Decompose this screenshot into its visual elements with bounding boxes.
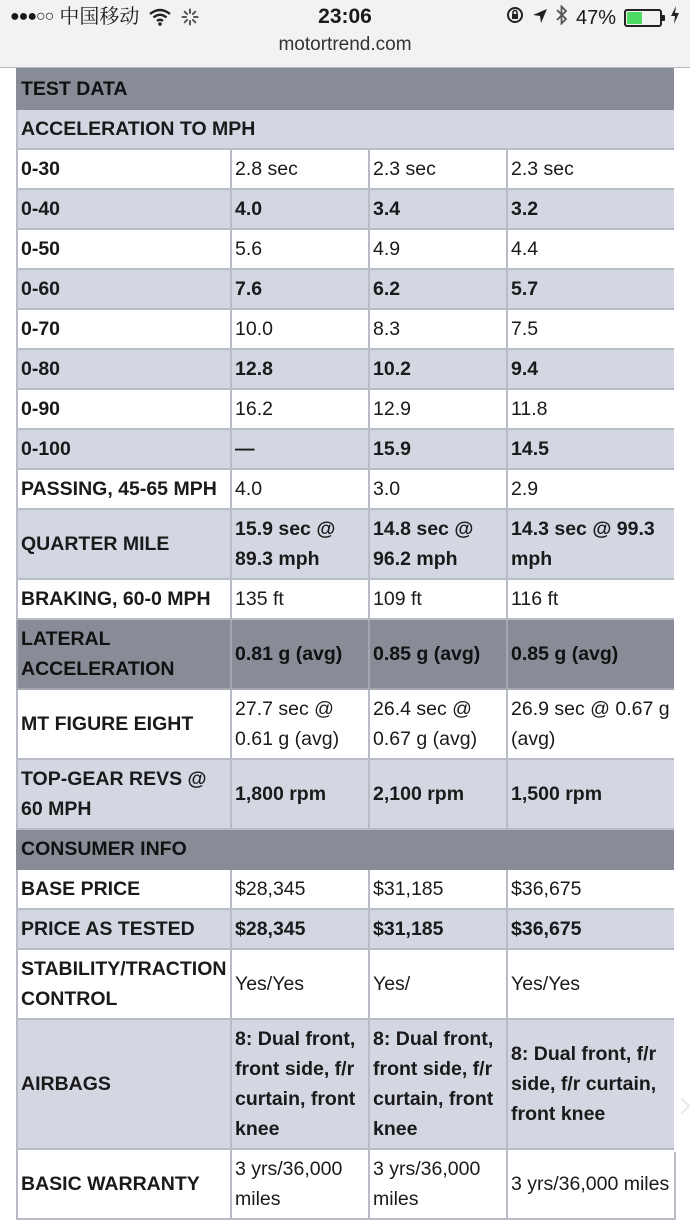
cell-value-car-1: 4.0 [231, 469, 369, 509]
subsection-title: ACCELERATION TO MPH [17, 109, 675, 149]
page-right-margin [674, 68, 690, 1152]
cell-value-car-1: 0.81 g (avg) [231, 619, 369, 689]
cell-value-car-2: 2,100 rpm [369, 759, 507, 829]
url-bar[interactable]: motortrend.com [278, 34, 412, 55]
cell-value-car-3: 5.7 [507, 269, 675, 309]
row-label: STABILITY/TRACTION CONTROL [17, 949, 231, 1019]
cell-value-car-1: 15.9 sec @ 89.3 mph [231, 509, 369, 579]
cell-value-car-1: 27.7 sec @ 0.61 g (avg) [231, 689, 369, 759]
orientation-lock-icon [506, 6, 524, 30]
charging-icon [670, 6, 680, 30]
row-label: 0-70 [17, 309, 231, 349]
cell-value-car-2: 0.85 g (avg) [369, 619, 507, 689]
cell-value-car-1: — [231, 429, 369, 469]
browser-chrome [0, 0, 690, 68]
cell-value-car-3: 116 ft [507, 579, 675, 619]
cell-value-car-2: 12.9 [369, 389, 507, 429]
location-icon [532, 6, 548, 30]
section-title: TEST DATA [17, 69, 675, 109]
row-label: 0-90 [17, 389, 231, 429]
cell-value-car-3: Yes/Yes [507, 949, 675, 1019]
cell-value-car-1: 2.8 sec [231, 149, 369, 189]
battery-percent: 47% [575, 7, 616, 29]
row-label: BRAKING, 60-0 MPH [17, 579, 231, 619]
cell-value-car-1: 12.8 [231, 349, 369, 389]
table-row [17, 229, 675, 269]
cell-value-car-2: 4.9 [369, 229, 507, 269]
table-row [17, 469, 675, 509]
table-row [17, 349, 675, 389]
row-label: PASSING, 45-65 MPH [17, 469, 231, 509]
row-label: BASE PRICE [17, 869, 231, 909]
cell-value-car-3: 14.5 [507, 429, 675, 469]
cell-value-car-3: 14.3 sec @ 99.3 mph [507, 509, 675, 579]
section-header-test-data [17, 69, 675, 109]
cell-value-car-3: 0.85 g (avg) [507, 619, 675, 689]
table-row [17, 759, 675, 829]
cell-value-car-3: 3 yrs/36,000 miles [507, 1149, 675, 1219]
cell-value-car-1: 7.6 [231, 269, 369, 309]
cell-value-car-1: 5.6 [231, 229, 369, 269]
cell-value-car-2: 109 ft [369, 579, 507, 619]
table-row [17, 389, 675, 429]
test-data-table [16, 68, 676, 1220]
table-row [17, 149, 675, 189]
cell-value-car-3: 11.8 [507, 389, 675, 429]
cell-value-car-1: $28,345 [231, 909, 369, 949]
table-row [17, 1019, 675, 1149]
cell-value-car-1: 135 ft [231, 579, 369, 619]
row-label: 0-80 [17, 349, 231, 389]
cell-value-car-2: 10.2 [369, 349, 507, 389]
row-label: 0-40 [17, 189, 231, 229]
table-row [17, 309, 675, 349]
cell-value-car-3: 3.2 [507, 189, 675, 229]
row-label: 0-50 [17, 229, 231, 269]
cell-value-car-1: 1,800 rpm [231, 759, 369, 829]
cell-value-car-3: 2.3 sec [507, 149, 675, 189]
row-label: MT FIGURE EIGHT [17, 689, 231, 759]
cell-value-car-2: 14.8 sec @ 96.2 mph [369, 509, 507, 579]
cell-value-car-2: 3.0 [369, 469, 507, 509]
cell-value-car-2: $31,185 [369, 909, 507, 949]
cell-value-car-1: $28,345 [231, 869, 369, 909]
row-label: 0-30 [17, 149, 231, 189]
cell-value-car-3: 9.4 [507, 349, 675, 389]
spec-table-container [16, 68, 674, 1220]
cell-value-car-2: 3 yrs/36,000 miles [369, 1149, 507, 1219]
section-title: CONSUMER INFO [17, 829, 675, 869]
cell-value-car-1: 8: Dual front, front side, f/r curtain, front knee [231, 1019, 369, 1149]
row-label: PRICE AS TESTED [17, 909, 231, 949]
cell-value-car-2: 3.4 [369, 189, 507, 229]
cell-value-car-1: 4.0 [231, 189, 369, 229]
table-row [17, 689, 675, 759]
cell-value-car-1: 3 yrs/36,000 miles [231, 1149, 369, 1219]
cell-value-car-3: 2.9 [507, 469, 675, 509]
cell-value-car-3: 1,500 rpm [507, 759, 675, 829]
cell-value-car-2: 6.2 [369, 269, 507, 309]
row-label: TOP-GEAR REVS @ 60 MPH [17, 759, 231, 829]
cell-value-car-3: 4.4 [507, 229, 675, 269]
row-label: LATERAL ACCELERATION [17, 619, 231, 689]
table-row [17, 509, 675, 579]
section-header-consumer-info [17, 829, 675, 869]
bluetooth-icon [556, 5, 568, 31]
cell-value-car-3: 7.5 [507, 309, 675, 349]
table-row [17, 429, 675, 469]
cell-value-car-2: 8.3 [369, 309, 507, 349]
cell-value-car-3: $36,675 [507, 909, 675, 949]
status-bar-right [498, 5, 680, 31]
cell-value-car-3: 26.9 sec @ 0.67 g (avg) [507, 689, 675, 759]
cell-value-car-1: 16.2 [231, 389, 369, 429]
subsection-header-acceleration [17, 109, 675, 149]
signal-strength-icon: ●●●○○ [10, 8, 54, 25]
carrier-name: 中国移动 [59, 6, 140, 28]
row-label: QUARTER MILE [17, 509, 231, 579]
row-label: 0-100 [17, 429, 231, 469]
cell-value-car-2: 26.4 sec @ 0.67 g (avg) [369, 689, 507, 759]
cell-value-car-2: 8: Dual front, front side, f/r curtain, front knee [369, 1019, 507, 1149]
cell-value-car-3: 8: Dual front, f/r side, f/r curtain, front knee [507, 1019, 675, 1149]
battery-icon [624, 9, 662, 27]
row-label: BASIC WARRANTY [17, 1149, 231, 1219]
table-row [17, 869, 675, 909]
row-label: 0-60 [17, 269, 231, 309]
table-row [17, 949, 675, 1019]
cell-value-car-2: 2.3 sec [369, 149, 507, 189]
cell-value-car-2: $31,185 [369, 869, 507, 909]
cell-value-car-1: 10.0 [231, 309, 369, 349]
table-row [17, 579, 675, 619]
table-row [17, 619, 675, 689]
status-time: 23:06 [318, 5, 372, 28]
cell-value-car-1: Yes/Yes [231, 949, 369, 1019]
cell-value-car-2: 15.9 [369, 429, 507, 469]
table-row [17, 189, 675, 229]
table-row [17, 1149, 675, 1219]
cell-value-car-2: Yes/ [369, 949, 507, 1019]
table-row [17, 909, 675, 949]
cell-value-car-3: $36,675 [507, 869, 675, 909]
row-label: AIRBAGS [17, 1019, 231, 1149]
table-row [17, 269, 675, 309]
